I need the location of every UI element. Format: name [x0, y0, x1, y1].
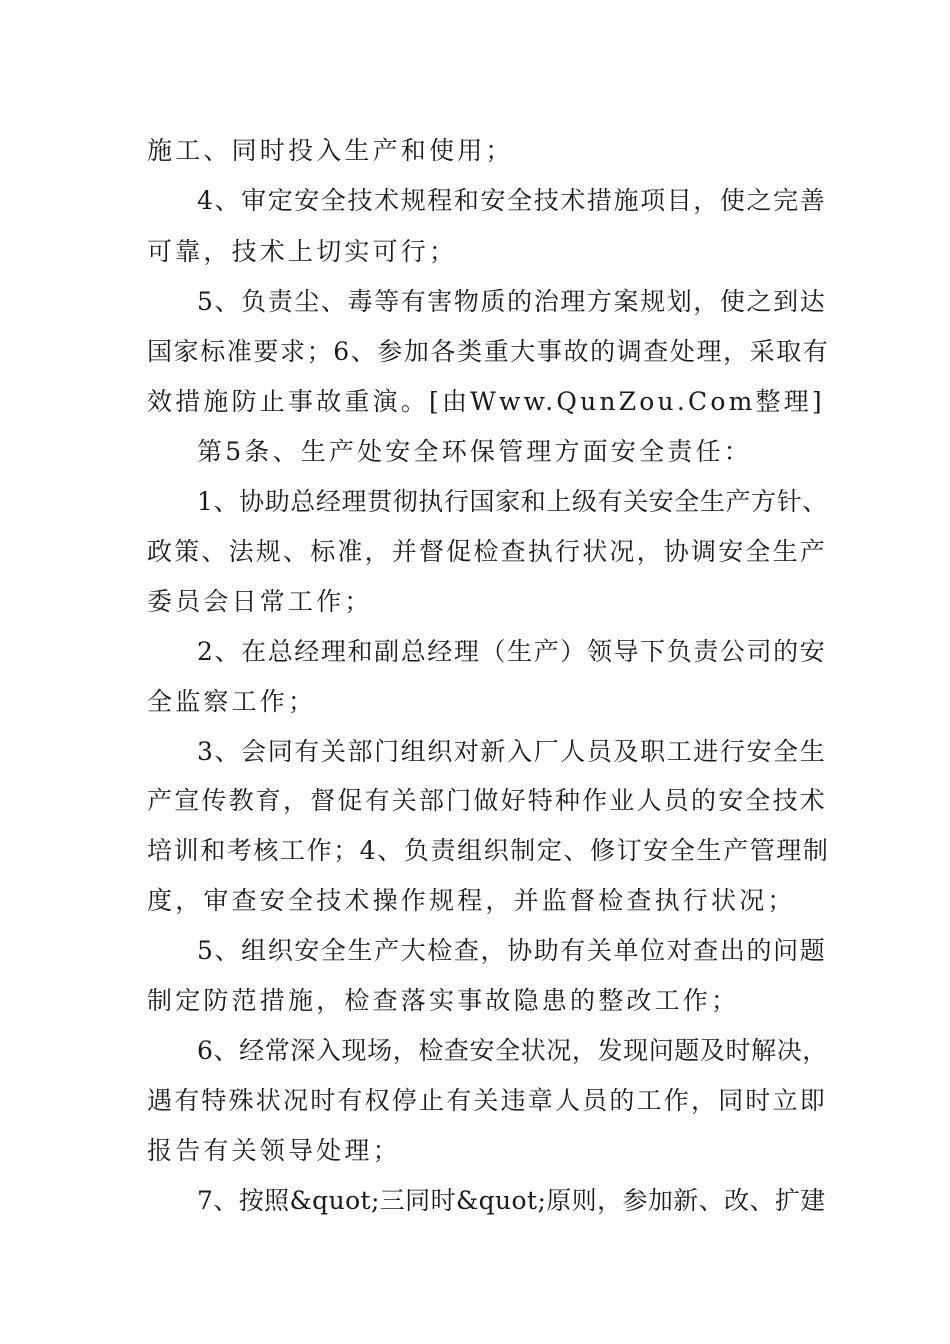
text-line: 培训和考核工作；4、负责组织制定、修订安全生产管理制 — [147, 836, 830, 865]
text-line: 产宣传教育，督促有关部门做好特种作业人员的安全技术 — [147, 786, 828, 815]
text-line: 效措施防止事故重演。[由Www.QunZou.Com整理] — [147, 387, 825, 416]
text-line: 2、在总经理和副总经理（生产）领导下负责公司的安 — [197, 637, 827, 666]
text-line: 报告有关领导处理； — [147, 1136, 401, 1165]
text-line: 施工、同时投入生产和使用； — [147, 136, 514, 165]
text-line: 全监察工作； — [147, 687, 317, 716]
text-line: 委员会日常工作； — [147, 587, 373, 616]
text-line: 5、组织安全生产大检查，协助有关单位对查出的问题 — [197, 936, 827, 965]
text-line: 6、经常深入现场，检查安全状况，发现问题及时解决， — [197, 1036, 828, 1065]
text-line: 4、审定安全技术规程和安全技术措施项目，使之完善 — [197, 186, 827, 215]
text-line: 3、会同有关部门组织对新入厂人员及职工进行安全生 — [197, 737, 827, 766]
text-line: 5、负责尘、毒等有害物质的治理方案规划，使之到达 — [197, 287, 827, 316]
text-line: 国家标准要求；6、参加各类重大事故的调查处理，采取有 — [147, 337, 830, 366]
text-line: 可靠，技术上切实可行； — [147, 237, 458, 266]
text-line: 1、协助总经理贯彻执行国家和上级有关安全生产方针、 — [197, 487, 828, 516]
text-line: 遇有特殊状况时有权停止有关违章人员的工作，同时立即 — [147, 1086, 828, 1115]
text-line: 7、按照&quot;三同时&quot;原则，参加新、改、扩建 — [197, 1186, 826, 1215]
text-line: 政策、法规、标准，并督促检查执行状况，协调安全生产 — [147, 537, 828, 566]
text-line: 度，审查安全技术操作规程，并监督检查执行状况； — [147, 886, 796, 915]
text-line: 制定防范措施，检查落实事故隐患的整改工作； — [147, 986, 740, 1015]
text-line: 第5条、生产处安全环保管理方面安全责任： — [197, 437, 752, 466]
